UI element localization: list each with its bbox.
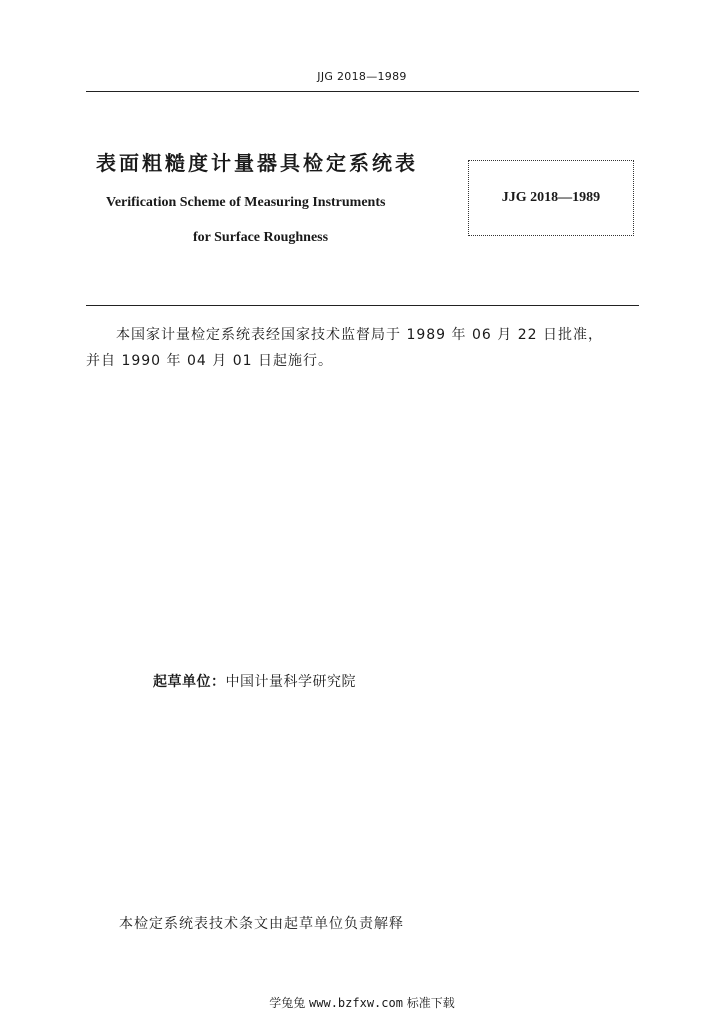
standard-code-box-text: JJG 2018—1989 [501,190,601,205]
header-rule [86,91,639,92]
footer-suffix: 标准下载 [406,996,455,1010]
footer-site-link[interactable]: www.bzfxw.com [309,996,403,1010]
header-standard-code: JJG 2018—1989 [317,70,407,83]
drafting-unit-label: 起草单位： [153,674,226,690]
approval-line2: 并自 1990 年 04 月 01 日起施行。 [86,353,333,369]
footer-prefix: 学兔兔 [269,996,306,1010]
document-title-english-line1: Verification Scheme of Measuring Instruments [106,195,386,210]
drafting-unit [153,671,356,691]
document-title-chinese: 表面粗糙度计量器具检定系统表 [96,151,418,175]
section-divider [86,305,639,306]
drafting-unit-value: 中国计量科学研究院 [225,674,356,690]
standard-code-box [468,160,634,236]
approval-line1: 本国家计量检定系统表经国家技术监督局于 1989 年 06 月 22 日批准， [116,327,603,343]
document-title-english-line2: for Surface Roughness [193,230,329,245]
approval-statement [86,322,639,374]
footer-watermark [0,994,724,1011]
interpretation-note: 本检定系统表技术条文由起草单位负责解释 [119,916,404,932]
